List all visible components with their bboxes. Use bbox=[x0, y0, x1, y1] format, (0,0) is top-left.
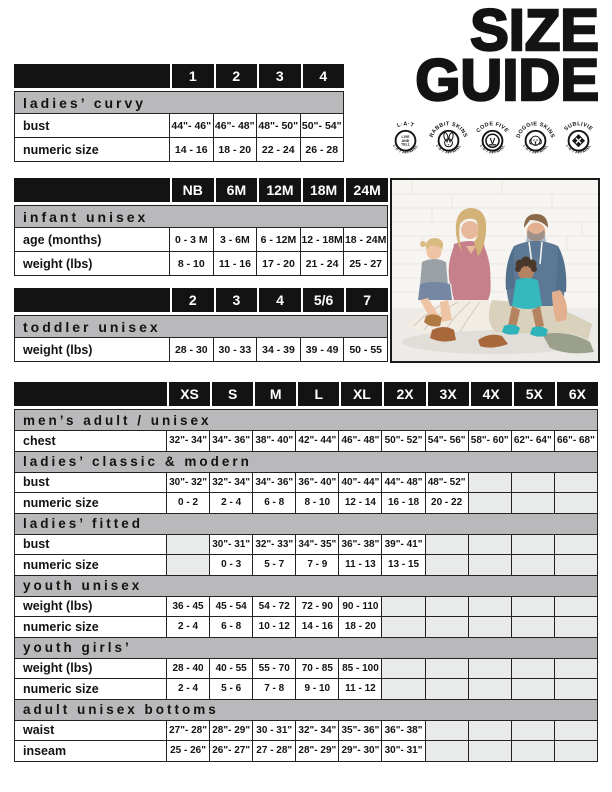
size-value-cell: 50"- 52" bbox=[381, 430, 425, 452]
size-value-cell-empty bbox=[468, 596, 512, 618]
size-value-cell-empty bbox=[425, 658, 469, 680]
size-value-cell: 11 - 13 bbox=[338, 554, 382, 576]
size-value-cell: 32"- 33" bbox=[252, 534, 296, 556]
size-value-cell-empty bbox=[511, 492, 555, 514]
header-label-spacer bbox=[14, 64, 170, 88]
size-value-cell-empty bbox=[554, 658, 598, 680]
table-row bbox=[14, 251, 388, 276]
size-value-cell-empty bbox=[554, 720, 598, 742]
size-column-header: 1 bbox=[172, 64, 214, 88]
size-value-cell: 22 - 24 bbox=[256, 137, 301, 162]
size-column-header: 4X bbox=[471, 382, 512, 406]
size-value-cell: 36"- 40" bbox=[295, 472, 339, 494]
size-value-cell: 7 - 9 bbox=[295, 554, 339, 576]
svg-text:L·A·T APPAREL: L·A·T APPAREL bbox=[478, 144, 506, 155]
size-column-header: 7 bbox=[346, 288, 388, 312]
section-band: ladies’ curvy bbox=[14, 91, 344, 114]
brand-badges bbox=[385, 112, 599, 166]
size-value-cell: 32"- 34" bbox=[166, 430, 210, 452]
size-value-cell: 34"- 36" bbox=[209, 430, 253, 452]
size-value-cell: 27"- 28" bbox=[166, 720, 210, 742]
size-value-cell: 6 - 8 bbox=[209, 616, 253, 638]
header-label-spacer bbox=[14, 178, 170, 202]
table-row bbox=[14, 492, 598, 514]
size-value-cell: 18 - 20 bbox=[338, 616, 382, 638]
size-value-cell: 26 - 28 bbox=[300, 137, 345, 162]
size-value-cell: 11 - 16 bbox=[213, 251, 258, 276]
brand-badge-code-five bbox=[472, 112, 513, 166]
section-band: men’s adult / unisex bbox=[14, 409, 598, 431]
size-value-cell: 7 - 8 bbox=[252, 678, 296, 700]
size-column-header: 3 bbox=[259, 64, 301, 88]
size-value-cell: 48"- 50" bbox=[256, 113, 301, 138]
size-column-header: NB bbox=[172, 178, 214, 202]
size-value-cell: 35"- 36" bbox=[338, 720, 382, 742]
size-value-cell-empty bbox=[425, 678, 469, 700]
size-value-cell: 29"- 30" bbox=[338, 740, 382, 762]
size-value-cell-empty bbox=[511, 740, 555, 762]
size-column-header: 3X bbox=[428, 382, 469, 406]
table-row bbox=[14, 337, 388, 362]
size-value-cell: 58"- 60" bbox=[468, 430, 512, 452]
size-value-cell: 90 - 110 bbox=[338, 596, 382, 618]
size-value-cell: 5 - 7 bbox=[252, 554, 296, 576]
size-value-cell-empty bbox=[468, 492, 512, 514]
size-value-cell: 12 - 18M bbox=[300, 227, 345, 252]
table-row bbox=[14, 678, 598, 700]
size-column-header: XL bbox=[341, 382, 382, 406]
size-value-cell: 2 - 4 bbox=[166, 616, 210, 638]
svg-text:L·A·T APPAREL: L·A·T APPAREL bbox=[565, 144, 592, 155]
size-value-cell: 0 - 3 M bbox=[169, 227, 214, 252]
size-value-cell: 45 - 54 bbox=[209, 596, 253, 618]
table-infant-unisex bbox=[14, 178, 388, 276]
size-value-cell: 0 - 3 bbox=[209, 554, 253, 576]
size-value-cell: 48"- 52" bbox=[425, 472, 469, 494]
rabbit-icon bbox=[428, 112, 469, 166]
size-value-cell: 44"- 46" bbox=[169, 113, 214, 138]
size-column-header: 5/6 bbox=[303, 288, 345, 312]
size-value-cell-empty bbox=[511, 658, 555, 680]
table-row bbox=[14, 554, 598, 576]
size-value-cell-empty bbox=[511, 720, 555, 742]
header-label-spacer bbox=[14, 382, 167, 406]
size-value-cell: 20 - 22 bbox=[425, 492, 469, 514]
size-value-cell: 5 - 6 bbox=[209, 678, 253, 700]
size-value-cell: 28 - 30 bbox=[169, 337, 214, 362]
size-column-header: M bbox=[255, 382, 296, 406]
section-band: toddler unisex bbox=[14, 315, 388, 338]
size-value-cell-empty bbox=[554, 616, 598, 638]
table-row bbox=[14, 740, 598, 762]
table-row bbox=[14, 658, 598, 680]
table-row bbox=[14, 472, 598, 494]
size-column-header: 6M bbox=[216, 178, 258, 202]
size-value-cell-empty bbox=[468, 534, 512, 556]
brand-badge-doggie-skins bbox=[515, 112, 556, 166]
svg-text:LIVE: LIVE bbox=[401, 135, 410, 140]
size-value-cell-empty bbox=[511, 472, 555, 494]
size-value-cell-empty bbox=[554, 678, 598, 700]
table-header-row bbox=[14, 64, 344, 88]
size-value-cell: 50 - 55 bbox=[343, 337, 388, 362]
size-value-cell: 32"- 34" bbox=[209, 472, 253, 494]
size-value-cell: 30"- 32" bbox=[166, 472, 210, 494]
page-title-line1: SIZE bbox=[470, 0, 599, 63]
brand-badge-rabbit-skins bbox=[428, 112, 469, 166]
row-label: weight (lbs) bbox=[14, 658, 167, 680]
size-value-cell: 30"- 31" bbox=[209, 534, 253, 556]
size-value-cell: 66"- 68" bbox=[554, 430, 598, 452]
row-label: weight (lbs) bbox=[14, 251, 170, 276]
size-value-cell-empty bbox=[425, 616, 469, 638]
size-column-header: 4 bbox=[303, 64, 345, 88]
table-row bbox=[14, 534, 598, 556]
row-label: weight (lbs) bbox=[14, 596, 167, 618]
size-value-cell-empty bbox=[381, 678, 425, 700]
size-value-cell: 36 - 45 bbox=[166, 596, 210, 618]
shield-v-icon bbox=[472, 112, 513, 166]
size-value-cell-empty bbox=[511, 616, 555, 638]
row-label: numeric size bbox=[14, 616, 167, 638]
row-label: bust bbox=[14, 472, 167, 494]
size-value-cell: 30 - 33 bbox=[213, 337, 258, 362]
table-toddler-unisex bbox=[14, 288, 388, 362]
size-value-cell: 62"- 64" bbox=[511, 430, 555, 452]
size-column-header: 2 bbox=[216, 64, 258, 88]
size-value-cell: 46"- 48" bbox=[338, 430, 382, 452]
size-column-header: 3 bbox=[216, 288, 258, 312]
size-value-cell: 55 - 70 bbox=[252, 658, 296, 680]
size-value-cell-empty bbox=[511, 554, 555, 576]
row-label: numeric size bbox=[14, 554, 167, 576]
table-ladies-curvy bbox=[14, 64, 344, 162]
size-value-cell-empty bbox=[425, 720, 469, 742]
diamond-x-icon bbox=[558, 112, 599, 166]
size-value-cell-empty bbox=[468, 658, 512, 680]
size-value-cell: 25 - 27 bbox=[343, 251, 388, 276]
size-value-cell-empty bbox=[468, 678, 512, 700]
size-value-cell: 18 - 20 bbox=[213, 137, 258, 162]
size-value-cell: 39 - 49 bbox=[300, 337, 345, 362]
size-value-cell: 30"- 31" bbox=[381, 740, 425, 762]
size-value-cell: 2 - 4 bbox=[209, 492, 253, 514]
size-value-cell: 3 - 6M bbox=[213, 227, 258, 252]
size-value-cell-empty bbox=[511, 534, 555, 556]
row-label: numeric size bbox=[14, 137, 170, 162]
table-header-row bbox=[14, 288, 388, 312]
brand-badge-sublivie bbox=[558, 112, 599, 166]
size-value-cell-empty bbox=[511, 596, 555, 618]
size-value-cell-empty bbox=[381, 616, 425, 638]
size-value-cell: 14 - 16 bbox=[295, 616, 339, 638]
size-value-cell: 27 - 28" bbox=[252, 740, 296, 762]
dog-icon bbox=[515, 112, 556, 166]
header-label-spacer bbox=[14, 288, 170, 312]
size-value-cell: 18 - 24M bbox=[343, 227, 388, 252]
size-value-cell: 28"- 29" bbox=[295, 740, 339, 762]
size-value-cell: 40 - 55 bbox=[209, 658, 253, 680]
size-value-cell: 6 - 8 bbox=[252, 492, 296, 514]
size-value-cell-empty bbox=[425, 740, 469, 762]
size-value-cell: 12 - 14 bbox=[338, 492, 382, 514]
size-column-header: 2 bbox=[172, 288, 214, 312]
svg-text:L·A·T: L·A·T bbox=[396, 121, 415, 130]
size-value-cell: 32"- 34" bbox=[295, 720, 339, 742]
size-value-cell: 8 - 10 bbox=[295, 492, 339, 514]
size-value-cell: 8 - 10 bbox=[169, 251, 214, 276]
size-value-cell-empty bbox=[468, 554, 512, 576]
table-adult-youth bbox=[14, 382, 598, 762]
size-value-cell: 2 - 4 bbox=[166, 678, 210, 700]
page-title-line2: GUIDE bbox=[415, 48, 599, 113]
size-value-cell: 36"- 38" bbox=[338, 534, 382, 556]
svg-text:L·A·T APPAREL: L·A·T APPAREL bbox=[435, 144, 463, 155]
size-value-cell-empty bbox=[554, 596, 598, 618]
svg-text:TELL: TELL bbox=[401, 142, 410, 147]
size-value-cell: 36"- 38" bbox=[381, 720, 425, 742]
size-value-cell-empty bbox=[468, 740, 512, 762]
size-column-header: 24M bbox=[346, 178, 388, 202]
size-value-cell: 14 - 16 bbox=[169, 137, 214, 162]
size-value-cell: 38"- 40" bbox=[252, 430, 296, 452]
size-column-header: XS bbox=[169, 382, 210, 406]
svg-text:SUBLIVIE: SUBLIVIE bbox=[563, 121, 594, 133]
row-label: numeric size bbox=[14, 492, 167, 514]
section-band: adult unisex bottoms bbox=[14, 699, 598, 721]
row-label: inseam bbox=[14, 740, 167, 762]
size-value-cell: 11 - 12 bbox=[338, 678, 382, 700]
size-value-cell: 28 - 40 bbox=[166, 658, 210, 680]
size-value-cell: 28"- 29" bbox=[209, 720, 253, 742]
size-value-cell: 0 - 2 bbox=[166, 492, 210, 514]
section-band: infant unisex bbox=[14, 205, 388, 228]
size-value-cell: 54 - 72 bbox=[252, 596, 296, 618]
size-value-cell-empty bbox=[166, 534, 210, 556]
size-value-cell: 42"- 44" bbox=[295, 430, 339, 452]
size-value-cell-empty bbox=[554, 492, 598, 514]
size-column-header: 12M bbox=[259, 178, 301, 202]
size-value-cell: 34"- 35" bbox=[295, 534, 339, 556]
size-value-cell: 44"- 48" bbox=[381, 472, 425, 494]
size-value-cell: 46"- 48" bbox=[213, 113, 258, 138]
size-value-cell: 10 - 12 bbox=[252, 616, 296, 638]
brand-badge-l-a-t bbox=[385, 112, 426, 166]
size-value-cell: 16 - 18 bbox=[381, 492, 425, 514]
row-label: age (months) bbox=[14, 227, 170, 252]
size-value-cell: 54"- 56" bbox=[425, 430, 469, 452]
table-row bbox=[14, 596, 598, 618]
size-value-cell-empty bbox=[381, 658, 425, 680]
row-label: chest bbox=[14, 430, 167, 452]
size-column-header: 4 bbox=[259, 288, 301, 312]
size-column-header: 18M bbox=[303, 178, 345, 202]
size-column-header: L bbox=[298, 382, 339, 406]
svg-text:CODE FIVE: CODE FIVE bbox=[475, 121, 509, 135]
size-value-cell-empty bbox=[511, 678, 555, 700]
svg-text:L·A·T APPAREL: L·A·T APPAREL bbox=[392, 144, 419, 155]
size-column-header: 6X bbox=[557, 382, 598, 406]
size-value-cell-empty bbox=[468, 616, 512, 638]
table-row bbox=[14, 430, 598, 452]
size-column-header: 5X bbox=[514, 382, 555, 406]
size-value-cell-empty bbox=[554, 554, 598, 576]
svg-text:AND: AND bbox=[401, 138, 410, 143]
size-value-cell: 34 - 39 bbox=[256, 337, 301, 362]
row-label: weight (lbs) bbox=[14, 337, 170, 362]
page-title bbox=[415, 0, 599, 113]
size-value-cell: 30 - 31" bbox=[252, 720, 296, 742]
size-value-cell-empty bbox=[381, 596, 425, 618]
size-value-cell: 9 - 10 bbox=[295, 678, 339, 700]
size-value-cell-empty bbox=[554, 472, 598, 494]
size-value-cell-empty bbox=[425, 534, 469, 556]
table-header-row bbox=[14, 178, 388, 202]
table-row bbox=[14, 616, 598, 638]
size-value-cell: 25 - 26" bbox=[166, 740, 210, 762]
size-value-cell: 26"- 27" bbox=[209, 740, 253, 762]
size-value-cell: 34"- 36" bbox=[252, 472, 296, 494]
size-value-cell: 13 - 15 bbox=[381, 554, 425, 576]
table-row bbox=[14, 113, 344, 138]
size-value-cell: 72 - 90 bbox=[295, 596, 339, 618]
row-label: waist bbox=[14, 720, 167, 742]
size-value-cell: 40"- 44" bbox=[338, 472, 382, 494]
table-row bbox=[14, 137, 344, 162]
size-value-cell-empty bbox=[425, 596, 469, 618]
row-label: bust bbox=[14, 113, 170, 138]
svg-text:L·A·T APPAREL: L·A·T APPAREL bbox=[521, 144, 549, 155]
size-value-cell: 70 - 85 bbox=[295, 658, 339, 680]
size-value-cell-empty bbox=[554, 534, 598, 556]
section-band: ladies’ fitted bbox=[14, 513, 598, 535]
size-value-cell-empty bbox=[468, 472, 512, 494]
size-column-header: S bbox=[212, 382, 253, 406]
svg-text:V: V bbox=[489, 135, 495, 146]
svg-text:DOGGIE SKINS: DOGGIE SKINS bbox=[515, 121, 556, 139]
family-photo-illustration bbox=[392, 180, 598, 361]
section-band: youth girls’ bbox=[14, 637, 598, 659]
size-value-cell: 17 - 20 bbox=[256, 251, 301, 276]
svg-text:RABBIT SKINS: RABBIT SKINS bbox=[429, 121, 469, 139]
size-value-cell: 21 - 24 bbox=[300, 251, 345, 276]
size-value-cell: 39"- 41" bbox=[381, 534, 425, 556]
family-photo bbox=[390, 178, 600, 363]
size-column-header: 2X bbox=[384, 382, 425, 406]
table-row bbox=[14, 227, 388, 252]
size-value-cell-empty bbox=[166, 554, 210, 576]
table-row bbox=[14, 720, 598, 742]
size-value-cell: 50"- 54" bbox=[300, 113, 345, 138]
row-label: bust bbox=[14, 534, 167, 556]
size-value-cell: 6 - 12M bbox=[256, 227, 301, 252]
size-value-cell-empty bbox=[554, 740, 598, 762]
table-header-row bbox=[14, 382, 598, 406]
size-value-cell-empty bbox=[425, 554, 469, 576]
section-band: youth unisex bbox=[14, 575, 598, 597]
live-and-tell-icon bbox=[385, 112, 426, 166]
size-value-cell-empty bbox=[468, 720, 512, 742]
row-label: numeric size bbox=[14, 678, 167, 700]
section-band: ladies’ classic & modern bbox=[14, 451, 598, 473]
size-value-cell: 85 - 100 bbox=[338, 658, 382, 680]
